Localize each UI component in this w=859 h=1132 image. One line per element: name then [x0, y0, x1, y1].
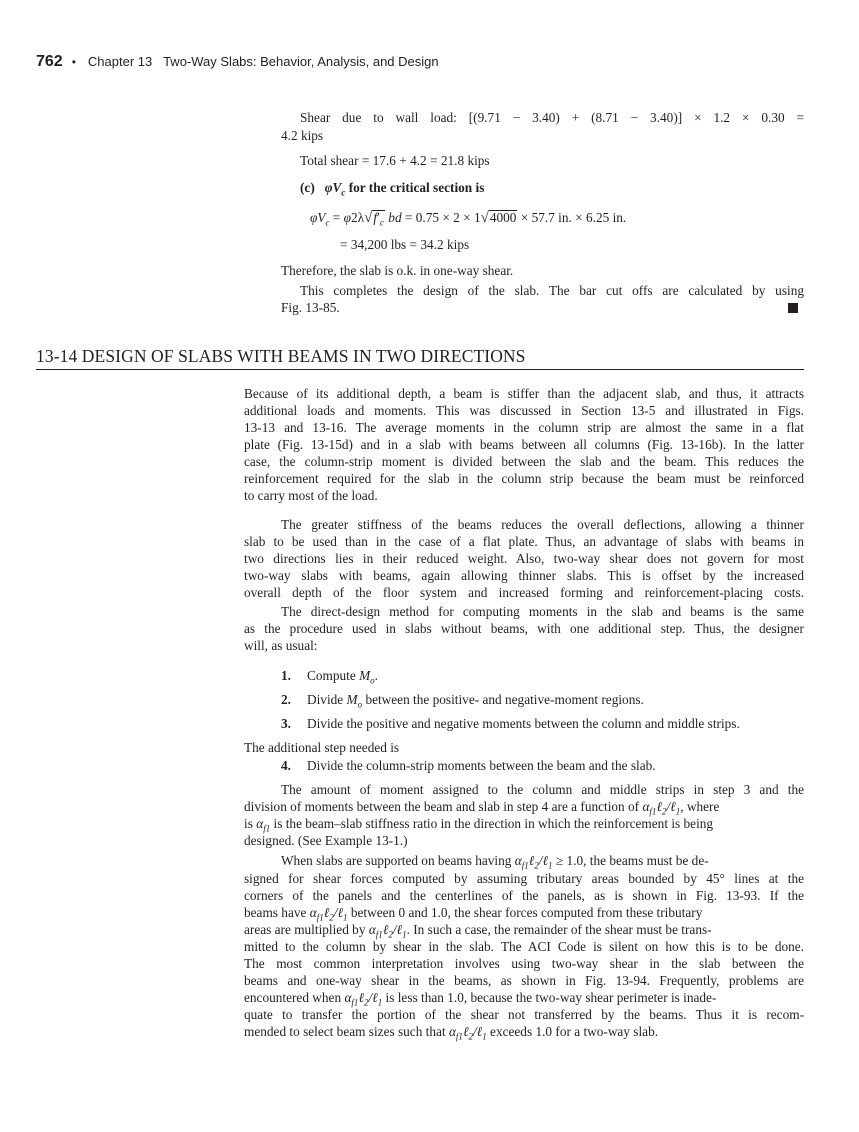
- step-number: 4.: [281, 758, 291, 773]
- chapter-label: Chapter 13: [87, 54, 153, 69]
- running-header: [36, 53, 439, 71]
- phivc-result: = 34,200 lbs = 34.2 kips: [340, 237, 470, 252]
- step-number: 2.: [281, 692, 291, 707]
- phivc-eq-right: = 0.75 × 2 × 1: [404, 210, 481, 225]
- p1-line: additional loads and moments. This was discussed in Section 13-5 and illustrated in Figs.: [244, 403, 804, 418]
- additional-step-line: The additional step needed is: [244, 740, 400, 755]
- wall-load-line-1: Shear due to wall load: [(9.71 − 3.40) + (8.71 − 3.40)] × 1.2 × 0.30 =: [300, 110, 804, 125]
- phivc-sqrt: 4000: [489, 210, 517, 225]
- page-number: 762: [36, 53, 63, 70]
- step-4: 4. Divide the column-strip moments between the beam and the slab.: [281, 758, 656, 773]
- end-of-example-mark: [788, 303, 798, 313]
- header-bullet: •: [71, 55, 76, 69]
- complete-line-2: Fig. 13-85.: [281, 300, 340, 315]
- p1-line: reinforcement required for the slab in the column strip because the beam must be reinforced: [244, 471, 804, 486]
- p1-line: 13-13 and 13-16. The average moments in the column strip are almost the same in a flat: [244, 420, 804, 435]
- p4-line-1: The amount of moment assigned to the column and middle strips in step 3 and the: [281, 782, 804, 797]
- p3-line: will, as usual:: [244, 638, 318, 653]
- wall-load-line-2: 4.2 kips: [281, 128, 324, 143]
- part-c-heading: (c) $\varphi V_c$ for the critical section is: [300, 180, 485, 198]
- chapter-title: Two-Way Slabs: Behavior, Analysis, and Design: [163, 54, 439, 69]
- p1-line: plate (Fig. 13-15d) and in a slab with beams between all columns (Fig. 13-16b). In the latter: [244, 437, 804, 452]
- p5-line-11: mended to select beam sizes such that $\alpha_{f1}\ell_2/\ell_1$ exceeds 1.0 for a two-way slab.: [244, 1024, 659, 1042]
- p5-line-10: quate to transfer the portion of the shear not transferred by the beams. Thus it is recom-: [244, 1007, 804, 1022]
- p5-line-2: signed for shear forces computed by assuming tributary areas bounded by 45° lines at the: [244, 871, 804, 886]
- p5-line-8: beams and one-way shear in the beams, as shown in Fig. 13-94. Frequently, problems are: [244, 973, 804, 988]
- p2-line: two directions lies in their reduced weight. Also, two-way shear does not govern for most: [244, 551, 804, 566]
- p1-line: case, the column-strip moment is divided between the slab and the beam. This reduces the: [244, 454, 804, 469]
- p5-line-7: The most common interpretation involves using two-way shear in the slab between the: [244, 956, 804, 971]
- p5-line-3: corners of the panels and the centerlines of the panels, as is shown in Fig. 13-93. If the: [244, 888, 804, 903]
- p5-line-6: mitted to the column by shear in the slab. The ACI Code is silent on how this is to be done.: [244, 939, 804, 954]
- phivc-equation: $\varphi V_c = \varphi 2\lambda√f'_c$ bd = 0.75 × 2 × 1√4000 × 57.7 in. × 6.25 in.: [310, 210, 627, 228]
- p4-line-2: division of moments between the beam and slab in step 4 are a function of $\alpha_{f1}\ell_2/\ell_1$, where: [244, 799, 720, 817]
- p5-line-4: beams have $\alpha_{f1}\ell_2/\ell_1$ between 0 and 1.0, the shear forces computed from these tributary: [244, 905, 703, 923]
- p2-line: The greater stiffness of the beams reduces the overall deflections, allowing a thinner: [281, 517, 804, 532]
- step-3: 3. Divide the positive and negative moments between the column and middle strips.: [281, 716, 740, 731]
- section-heading: 13-14 DESIGN OF SLABS WITH BEAMS IN TWO DIRECTIONS: [36, 346, 526, 366]
- step-1: 1. Compute $M_o$.: [281, 668, 378, 686]
- part-c-label: (c): [300, 180, 315, 195]
- p5-line-5: areas are multiplied by $\alpha_{f1}\ell_2/\ell_1$. In such a case, the remainder of the shear must be trans-: [244, 922, 712, 940]
- section-rule: [36, 369, 804, 370]
- p2-line: overall depth of the floor system and increased forming and reinforcement-placing costs.: [244, 585, 804, 600]
- p3-line: The direct-design method for computing moments in the slab and beams is the same: [281, 604, 804, 619]
- step-number: 3.: [281, 716, 291, 731]
- step-number: 1.: [281, 668, 291, 683]
- p2-line: two-way slabs with beams, again allowing thinner slabs. This is offset by the increased: [244, 568, 804, 583]
- part-c-text: for the critical section is: [348, 180, 485, 195]
- p3-line: as the procedure used in slabs without beams, with one additional step. Thus, the designer: [244, 621, 804, 636]
- p4-line-4: designed. (See Example 13-1.): [244, 833, 408, 848]
- ok-line: Therefore, the slab is o.k. in one-way shear.: [281, 263, 514, 278]
- p1-line: to carry most of the load.: [244, 488, 378, 503]
- p2-line: slab to be used than in the case of a flat plate. Thus, an advantage of slabs with beams in: [244, 534, 804, 549]
- p4-line-3: is $\alpha_{f1}$ is the beam–slab stiffness ratio in the direction in which the reinforcement is being: [244, 816, 714, 834]
- step-2: 2. Divide $M_o$ between the positive- and negative-moment regions.: [281, 692, 644, 710]
- p5-line-1: When slabs are supported on beams having $\alpha_{f1}\ell_2/\ell_1 \ge 1.0$, the beams must be de-: [281, 853, 709, 871]
- total-shear-line: Total shear = 17.6 + 4.2 = 21.8 kips: [300, 153, 490, 168]
- p1-line: Because of its additional depth, a beam is stiffer than the adjacent slab, and thus, it attracts: [244, 386, 804, 401]
- complete-line-1: This completes the design of the slab. The bar cut offs are calculated by using: [300, 283, 804, 298]
- phivc-eq-tail: × 57.7 in. × 6.25 in.: [520, 210, 627, 225]
- p5-line-9: encountered when $\alpha_{f1}\ell_2/\ell_1$ is less than 1.0, because the two-way shear perimeter is inade-: [244, 990, 717, 1008]
